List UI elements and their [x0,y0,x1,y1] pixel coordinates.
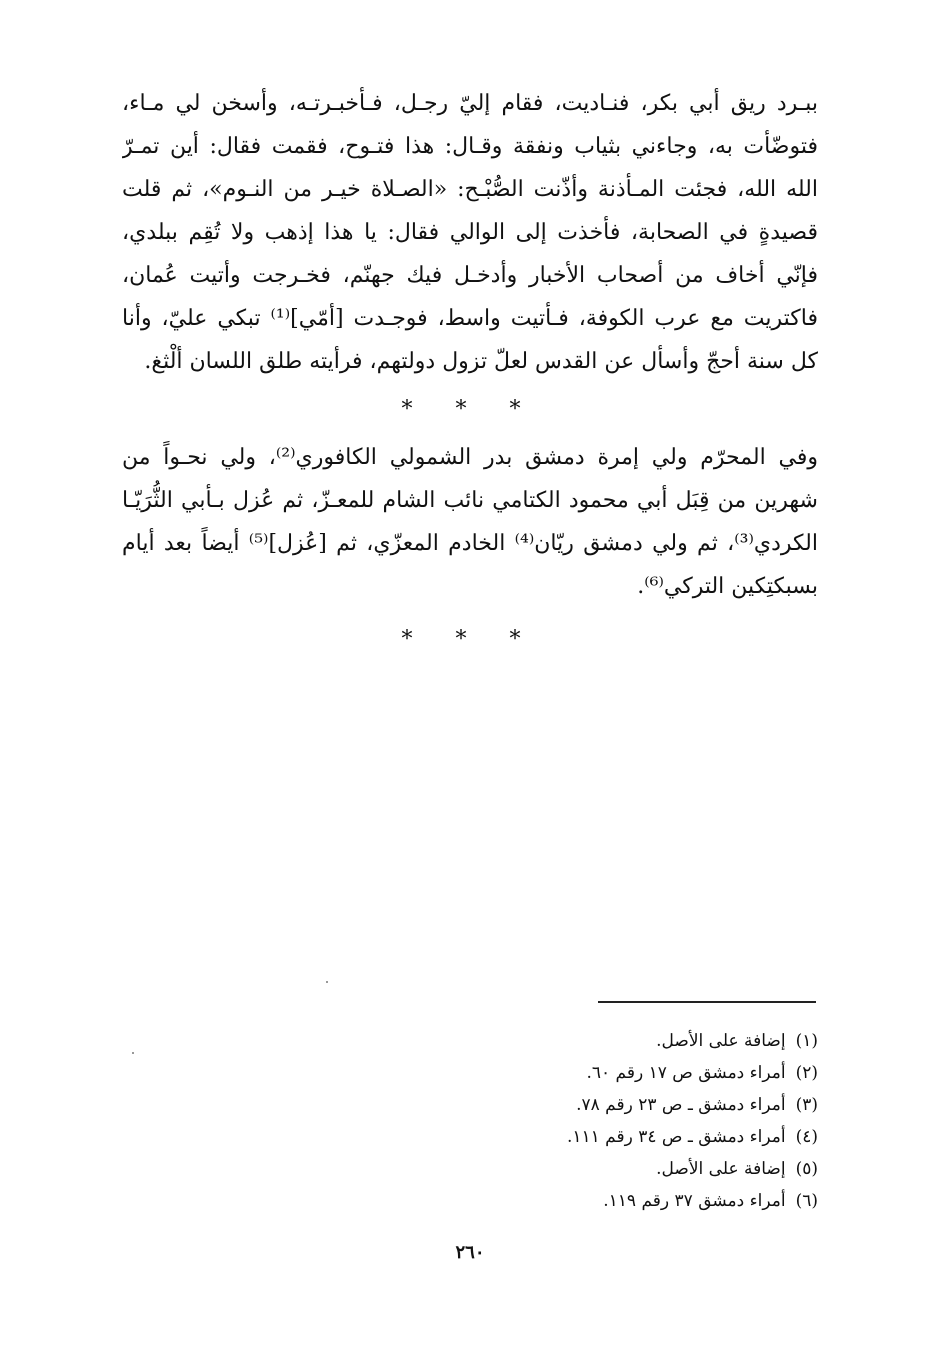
text-line: فاكتريت مع عرب الكوفة، فـأتيت واسط، فوجـدت [أمّي]⁽¹⁾ تبكي عليّ، وأنا [122,306,818,331]
text-line: فإنّي أخاف من أصحاب الأخبار وأدخـل فيك جهنّم، فخـرجت وأتيت عُمان، [122,263,818,288]
footnote-number: (٤) [795,1127,818,1147]
footnote-number: (٢) [795,1063,818,1083]
paragraph-1 [122,82,818,383]
footnote-item [500,1121,818,1153]
footnote-text: أمراء دمشق ـ ص ٢٣ رقم ٧٨. [576,1095,786,1115]
footnote-item [500,1025,818,1057]
scan-speck [132,1052,134,1054]
text-line: كل سنة أحجّ وأسأل عن القدس لعلّ تزول دولتهم، فرأيته طلق اللسان ألْثغ. [144,349,818,374]
section-separator: * * * [401,397,539,422]
text-line: قصيدةٍ في الصحابة، فأخذت إلى الوالي فقال: يا هذا إذهب ولا تُقِم ببلدي، [122,220,818,245]
footnote-number: (٥) [795,1159,818,1179]
footnote-number: (٣) [795,1095,818,1115]
text-line: شهرين من قِبَل أبي محمود الكتامي نائب الشام للمعـزّ، ثم عُزل بـأبي الثُّرَيّـا [122,488,818,513]
footnote-text: أمراء دمشق ـ ص ٣٤ رقم ١١١. [566,1127,786,1147]
footnote-text: إضافة على الأصل. [656,1031,786,1051]
footnote-number: (١) [795,1031,818,1051]
page-number: ٢٦٠ [455,1242,485,1263]
text-line: الله الله، فجئت المـأذنة وأذّنت الصُّبْـح: «الصـلاة خيـر من النـوم»، ثم قلت [122,177,818,202]
scan-speck [326,981,328,983]
footnote-item [500,1185,818,1217]
footnotes-list [500,1025,818,1217]
section-separator: * * * [401,627,539,652]
text-line: فتوضّأت به، وجاءني بثياب ونفقة وقـال: هذا فتـوح، فقمت فقال: أين تمـرّ [122,134,818,159]
paragraph-2 [122,436,818,608]
text-line: وفي المحرّم ولي إمرة دمشق بدر الشمولي الكافوري⁽²⁾، ولي نحـواً من [122,445,818,470]
footnote-item [500,1153,818,1185]
footnote-text: أمراء دمشق ٣٧ رقم ١١٩. [603,1191,786,1211]
text-line: الكردي⁽³⁾، ثم ولي دمشق ريّان⁽⁴⁾ الخادم المعزّي، ثم [عُزل]⁽⁵⁾ أيضاً بعد أيام [122,531,818,556]
footnote-item [500,1057,818,1089]
footnote-item [500,1089,818,1121]
text-line: ببـرد ريق أبي بكر، فنـاديت، فقام إليّ رجـل، فـأخبـرتـه، وأسخن لي مـاء، [122,91,818,116]
footnote-number: (٦) [795,1191,818,1211]
text-line: بسبكتِكين التركي⁽⁶⁾. [637,574,818,599]
footnote-divider [598,1001,816,1003]
footnote-text: إضافة على الأصل. [656,1159,786,1179]
footnote-text: أمراء دمشق ص ١٧ رقم ٦٠. [586,1063,786,1083]
